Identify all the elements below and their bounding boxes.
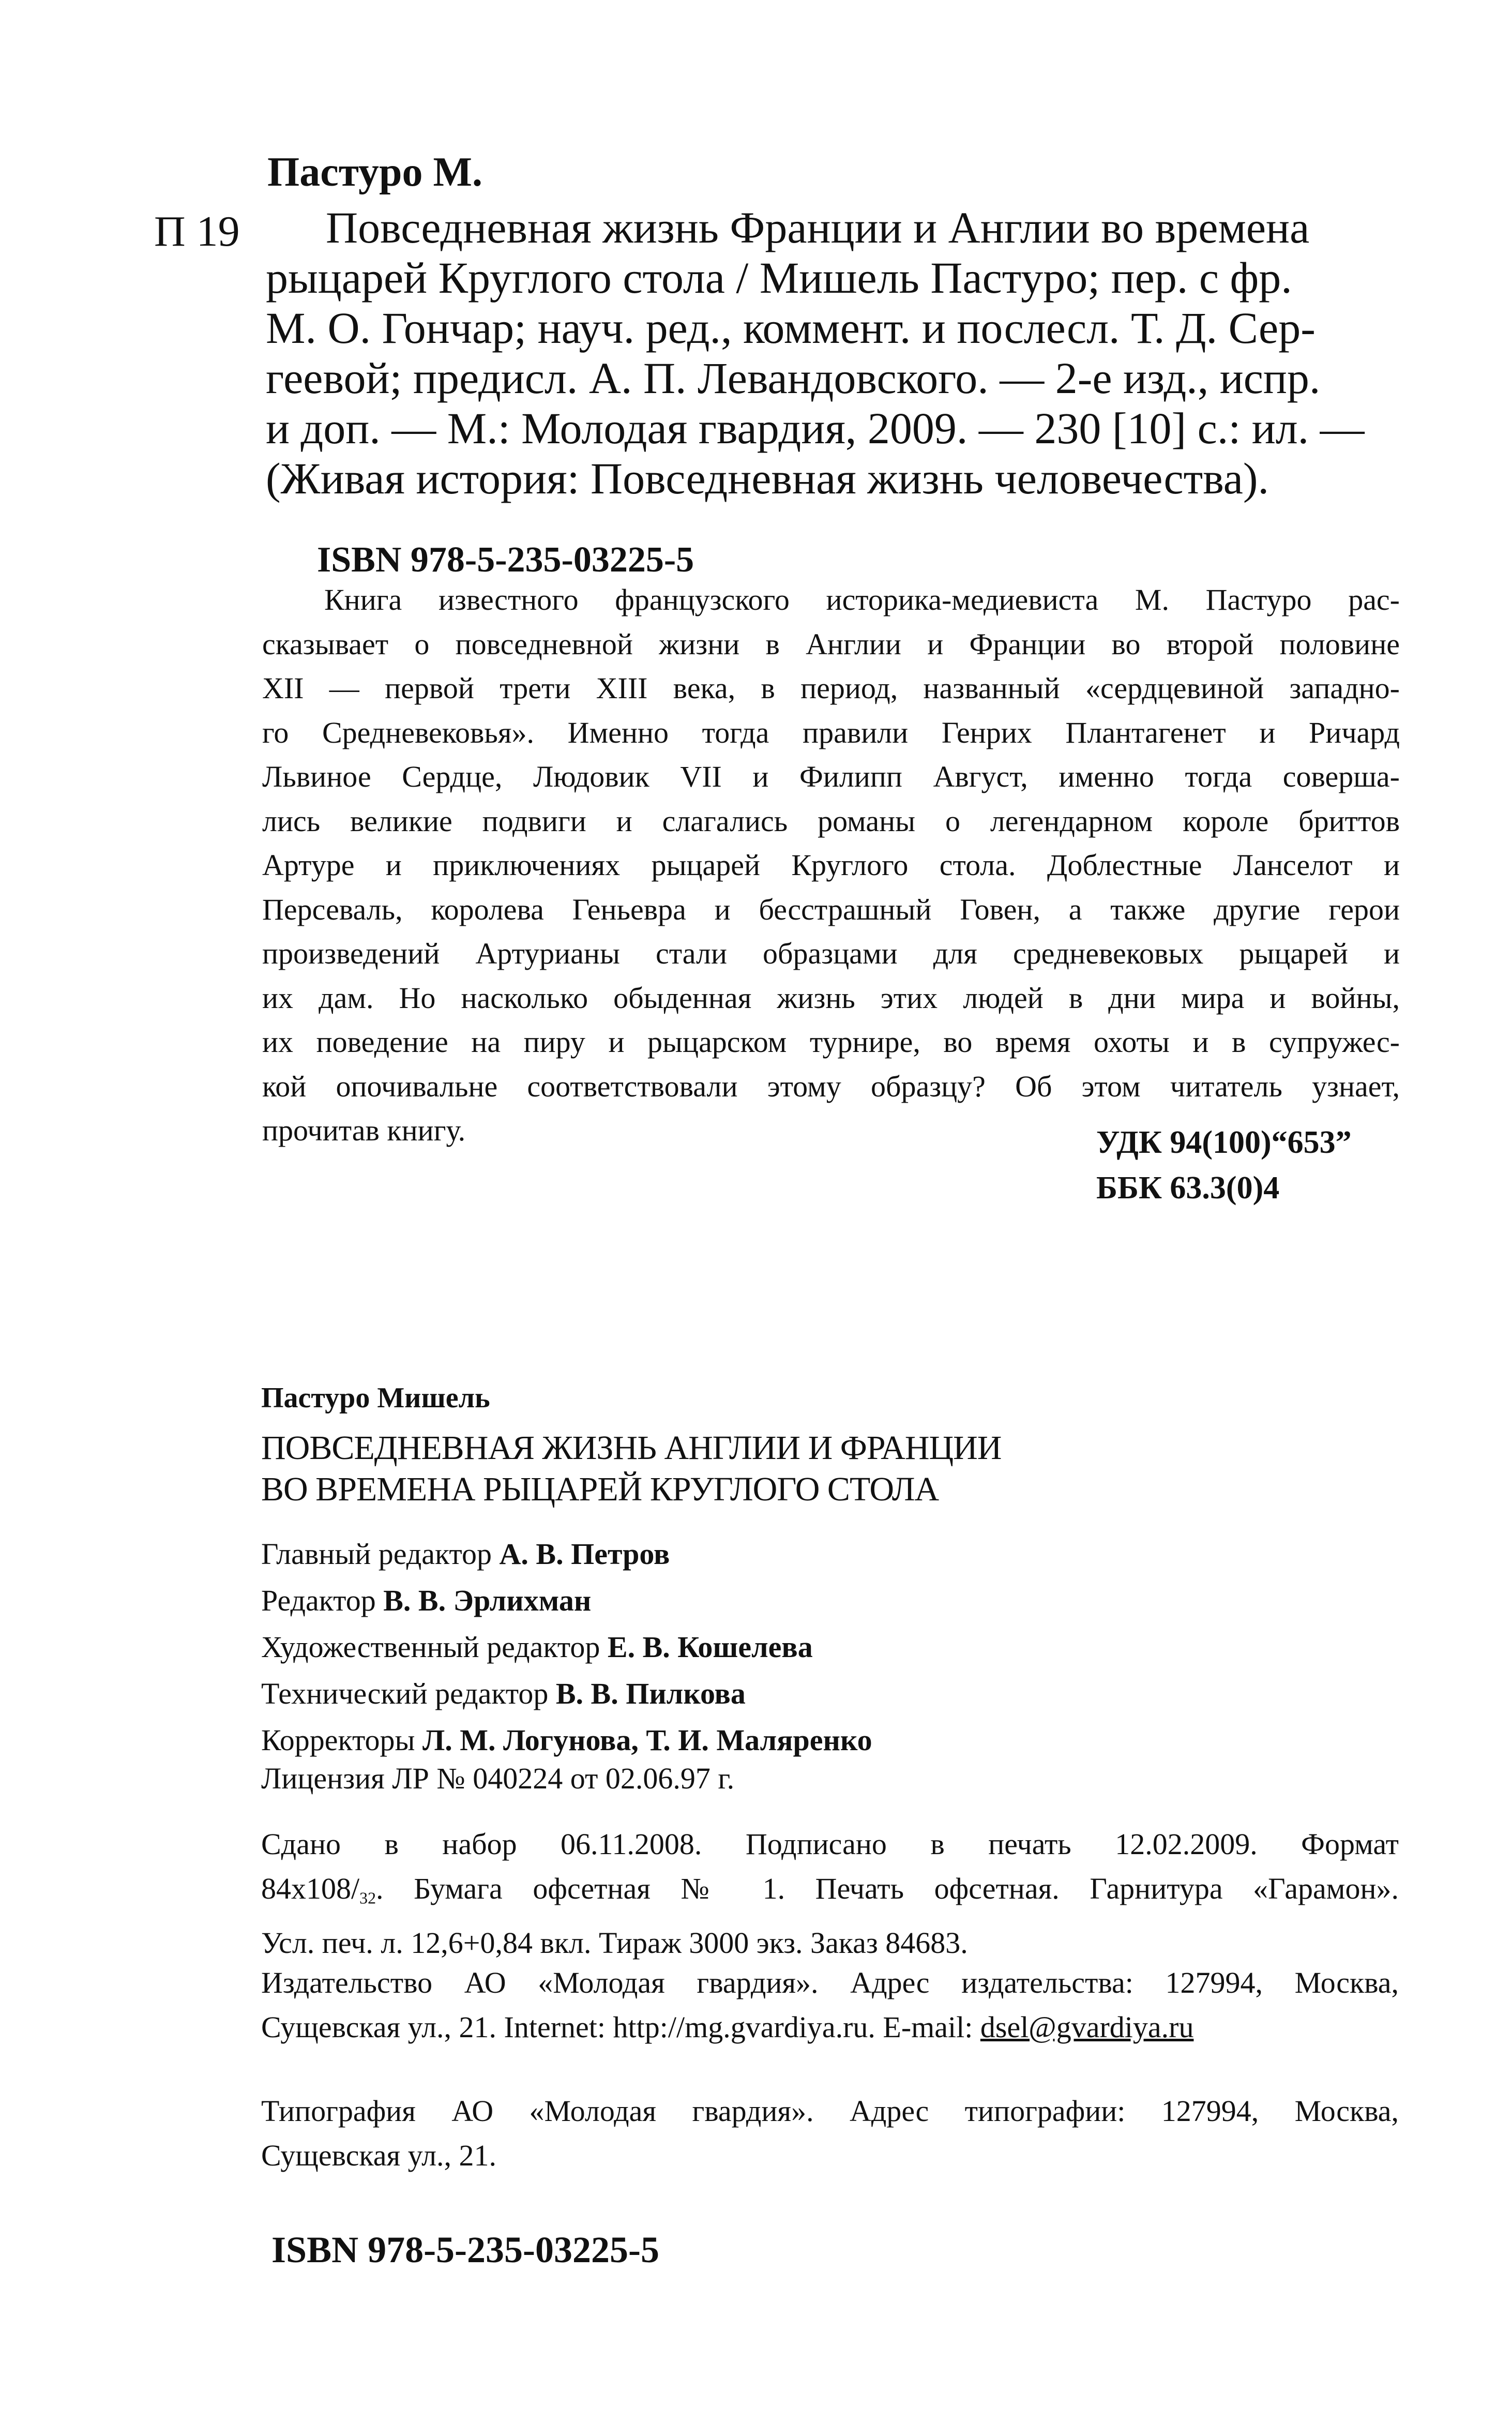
annotation-line: сказывает о повседневной жизни в Англии и Франции во второй половине: [262, 627, 1400, 661]
credit-names: Е. В. Кошелева: [607, 1630, 813, 1664]
annotation-line: го Средневековья». Именно тогда правили Генрих Плантагенет и Ричард: [262, 715, 1400, 749]
publisher-line: [261, 2005, 1399, 2050]
credit-line: [261, 1577, 872, 1624]
publisher-info: [261, 1961, 1399, 2050]
bib-line: и доп. — М.: Молодая гвардия, 2009. — 230 [10] с.: ил. —: [266, 403, 1365, 453]
credit-role: Художественный редактор: [261, 1630, 600, 1664]
annotation-line: Львиное Сердце, Людовик VII и Филипп Август, именно тогда соверша-: [262, 760, 1400, 793]
credit-line: [261, 1671, 872, 1717]
format-value: 84х108/: [261, 1872, 360, 1905]
printing-info: [261, 1822, 1399, 1965]
typography-line: Типография АО «Молодая гвардия». Адрес типографии: 127994, Москва,: [261, 2094, 1399, 2128]
printing-line: Сдано в набор 06.11.2008. Подписано в печать 12.02.2009. Формат: [261, 1827, 1399, 1861]
imprint-author: Пастуро Мишель: [261, 1382, 490, 1414]
credit-names: Л. М. Логунова, Т. И. Маляренко: [422, 1723, 872, 1757]
credit-line: [261, 1624, 872, 1671]
credits: [261, 1531, 872, 1764]
annotation-line: лись великие подвиги и слагались романы о легендарном короле бриттов: [262, 804, 1400, 838]
author-heading: Пастуро М.: [267, 149, 482, 195]
annotation-line: произведений Артурианы стали образцами для средневековых рыцарей и: [262, 937, 1400, 970]
credit-role: Технический редактор: [261, 1677, 549, 1710]
classification-codes: [1096, 1120, 1352, 1211]
credit-names: В. В. Эрлихман: [383, 1584, 592, 1617]
typography-line: Сущевская ул., 21.: [261, 2139, 497, 2172]
annotation: [262, 578, 1400, 1153]
annotation-line: их дам. Но насколько обыденная жизнь этих людей в дни мира и войны,: [262, 981, 1400, 1015]
imprint-title-line: ВО ВРЕМЕНА РЫЦАРЕЙ КРУГЛОГО СТОЛА: [261, 1470, 939, 1508]
annotation-line: XII — первой трети XIII века, в период, названный «сердцевиной западно-: [262, 671, 1400, 705]
credit-names: В. В. Пилкова: [555, 1677, 746, 1710]
bib-line: рыцарей Круглого стола / Мишель Пастуро; пер. с фр.: [266, 253, 1292, 303]
credit-role: Главный редактор: [261, 1537, 492, 1571]
annotation-line: Книга известного французского историка-медиевиста М. Пастуро рас-: [324, 583, 1400, 616]
isbn-top: ISBN 978-5-235-03225-5: [317, 540, 694, 580]
credit-role: Корректоры: [261, 1723, 415, 1757]
annotation-line: Артуре и приключениях рыцарей Круглого стола. Доблестные Ланселот и: [262, 848, 1400, 882]
bib-line: Повседневная жизнь Франции и Англии во времена: [326, 203, 1310, 252]
typography-info: [261, 2089, 1399, 2178]
credit-names: А. В. Петров: [499, 1537, 670, 1571]
printing-line: Усл. печ. л. 12,6+0,84 вкл. Тираж 3000 экз. Заказ 84683.: [261, 1925, 968, 1960]
annotation-line: прочитав книгу.: [262, 1114, 466, 1147]
library-index-code: П 19: [154, 207, 240, 255]
isbn-bottom: ISBN 978-5-235-03225-5: [271, 2229, 659, 2270]
credit-role: Редактор: [261, 1584, 376, 1617]
bib-line: геевой; предисл. А. П. Левандовского. — 2-е изд., испр.: [266, 353, 1321, 403]
bibliographic-description: [266, 203, 1398, 504]
annotation-line: Персеваль, королева Геньевра и бесстрашный Говен, а также другие герои: [262, 892, 1400, 926]
credit-line: [261, 1531, 872, 1577]
email-link[interactable]: dsel@gvardiya.ru: [980, 2010, 1194, 2044]
paper-info: . Бумага офсетная № 1. Печать офсетная. Гарнитура «Гарамон».: [376, 1872, 1399, 1905]
imprint-title-line: ПОВСЕДНЕВНАЯ ЖИЗНЬ АНГЛИИ И ФРАНЦИИ: [261, 1429, 1002, 1467]
imprint-title: [261, 1427, 1001, 1510]
printing-line: [261, 1867, 1399, 1921]
license-line: Лицензия ЛР № 040224 от 02.06.97 г.: [261, 1762, 735, 1795]
publisher-address: Сущевская ул., 21. Internet: http://mg.gvardiya.ru. E-mail:: [261, 2010, 980, 2044]
udk-code: УДК 94(100)“653”: [1096, 1125, 1352, 1160]
publisher-line: Издательство АО «Молодая гвардия». Адрес издательства: 127994, Москва,: [261, 1966, 1399, 1999]
annotation-line: кой опочивальне соответствовали этому образцу? Об этом читатель узнает,: [262, 1069, 1400, 1103]
bib-line: М. О. Гончар; науч. ред., коммент. и послесл. Т. Д. Сер-: [266, 303, 1316, 353]
license-info: [261, 1756, 1399, 1801]
bbk-code: ББК 63.3(0)4: [1096, 1170, 1280, 1206]
format-subscript: 32: [359, 1889, 376, 1907]
bib-line: (Живая история: Повседневная жизнь человечества).: [266, 454, 1269, 503]
annotation-line: их поведение на пиру и рыцарском турнире, во время охоты и в супружес-: [262, 1025, 1400, 1059]
